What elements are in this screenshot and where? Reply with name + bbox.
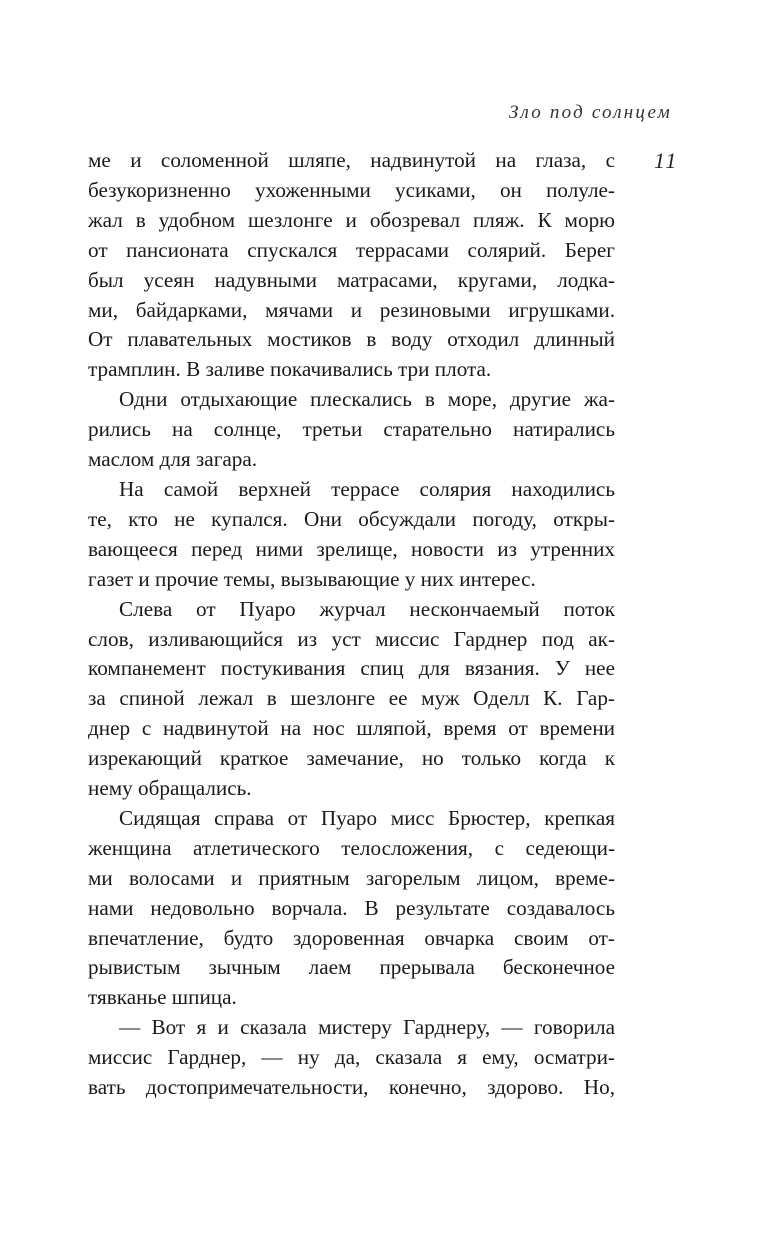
paragraph-1 [88,146,615,385]
text-line: днер с надвинутой на нос шляпой, время от времени [88,716,615,741]
text-line: трамплин. В заливе покачивались три плота. [88,357,492,382]
text-line: вающееся перед ними зрелище, новости из утренних [88,536,615,561]
paragraph-4 [88,595,615,804]
paragraph-6 [88,1013,615,1103]
text-line: жал в удобном шезлонге и обозревал пляж. К морю [88,207,615,232]
text-line: — Вот я и сказала мистеру Гарднеру, — говорила [119,1015,615,1040]
body-text [88,146,615,1103]
text-line: слов, изливающийся из уст миссис Гарднер под ак- [88,626,615,651]
text-line: На самой верхней террасе солярия находились [119,476,615,501]
text-line: миссис Гарднер, — ну да, сказала я ему, осматри- [88,1045,615,1070]
paragraph-5 [88,804,615,1013]
text-line: женщина атлетического телосложения, с седеющи- [88,835,615,860]
text-line: От плавательных мостиков в воду отходил длинный [88,327,615,352]
paragraph-2 [88,385,615,475]
page-number: 11 [654,148,679,173]
text-line: Сидящая справа от Пуаро мисс Брюстер, крепкая [119,805,615,830]
text-line: ми волосами и приятным загорелым лицом, време- [88,865,615,890]
text-line: компанемент постукивания спиц для вязания. У нее [88,656,615,681]
paragraph-3 [88,475,615,595]
text-line: безукоризненно ухоженными усиками, он полуле- [88,177,615,202]
text-line: вать достопримечательности, конечно, здорово. Но, [88,1075,615,1100]
text-line: Слева от Пуаро журчал нескончаемый поток [119,596,615,621]
text-line: рились на солнце, третьи старательно натирались [88,417,615,442]
running-title: Зло под солнцем [508,102,672,123]
text-line: впечатление, будто здоровенная овчарка своим от- [88,925,615,950]
text-line: нему обращались. [88,776,252,801]
text-line: Одни отдыхающие плескались в море, другие жа- [119,387,615,412]
text-line: рывистым зычным лаем прерывала бесконечное [88,955,615,980]
text-line: нами недовольно ворчала. В результате создавалось [88,895,615,920]
text-line: ми, байдарками, мячами и резиновыми игрушками. [88,297,615,322]
text-line: от пансионата спускался террасами солярий. Берег [88,237,615,262]
text-line: тявканье шпица. [88,985,237,1010]
text-line: был усеян надувными матрасами, кругами, лодка- [88,267,615,292]
text-line: маслом для загара. [88,447,258,472]
text-line: те, кто не купался. Они обсуждали погоду, откры- [88,506,615,531]
text-line: газет и прочие темы, вызывающие у них интерес. [88,566,536,591]
text-line: ме и соломенной шляпе, надвинутой на глаза, с [88,148,615,172]
text-line: за спиной лежал в шезлонге ее муж Оделл К. Гар- [88,686,615,711]
text-line: изрекающий краткое замечание, но только когда к [88,746,615,771]
